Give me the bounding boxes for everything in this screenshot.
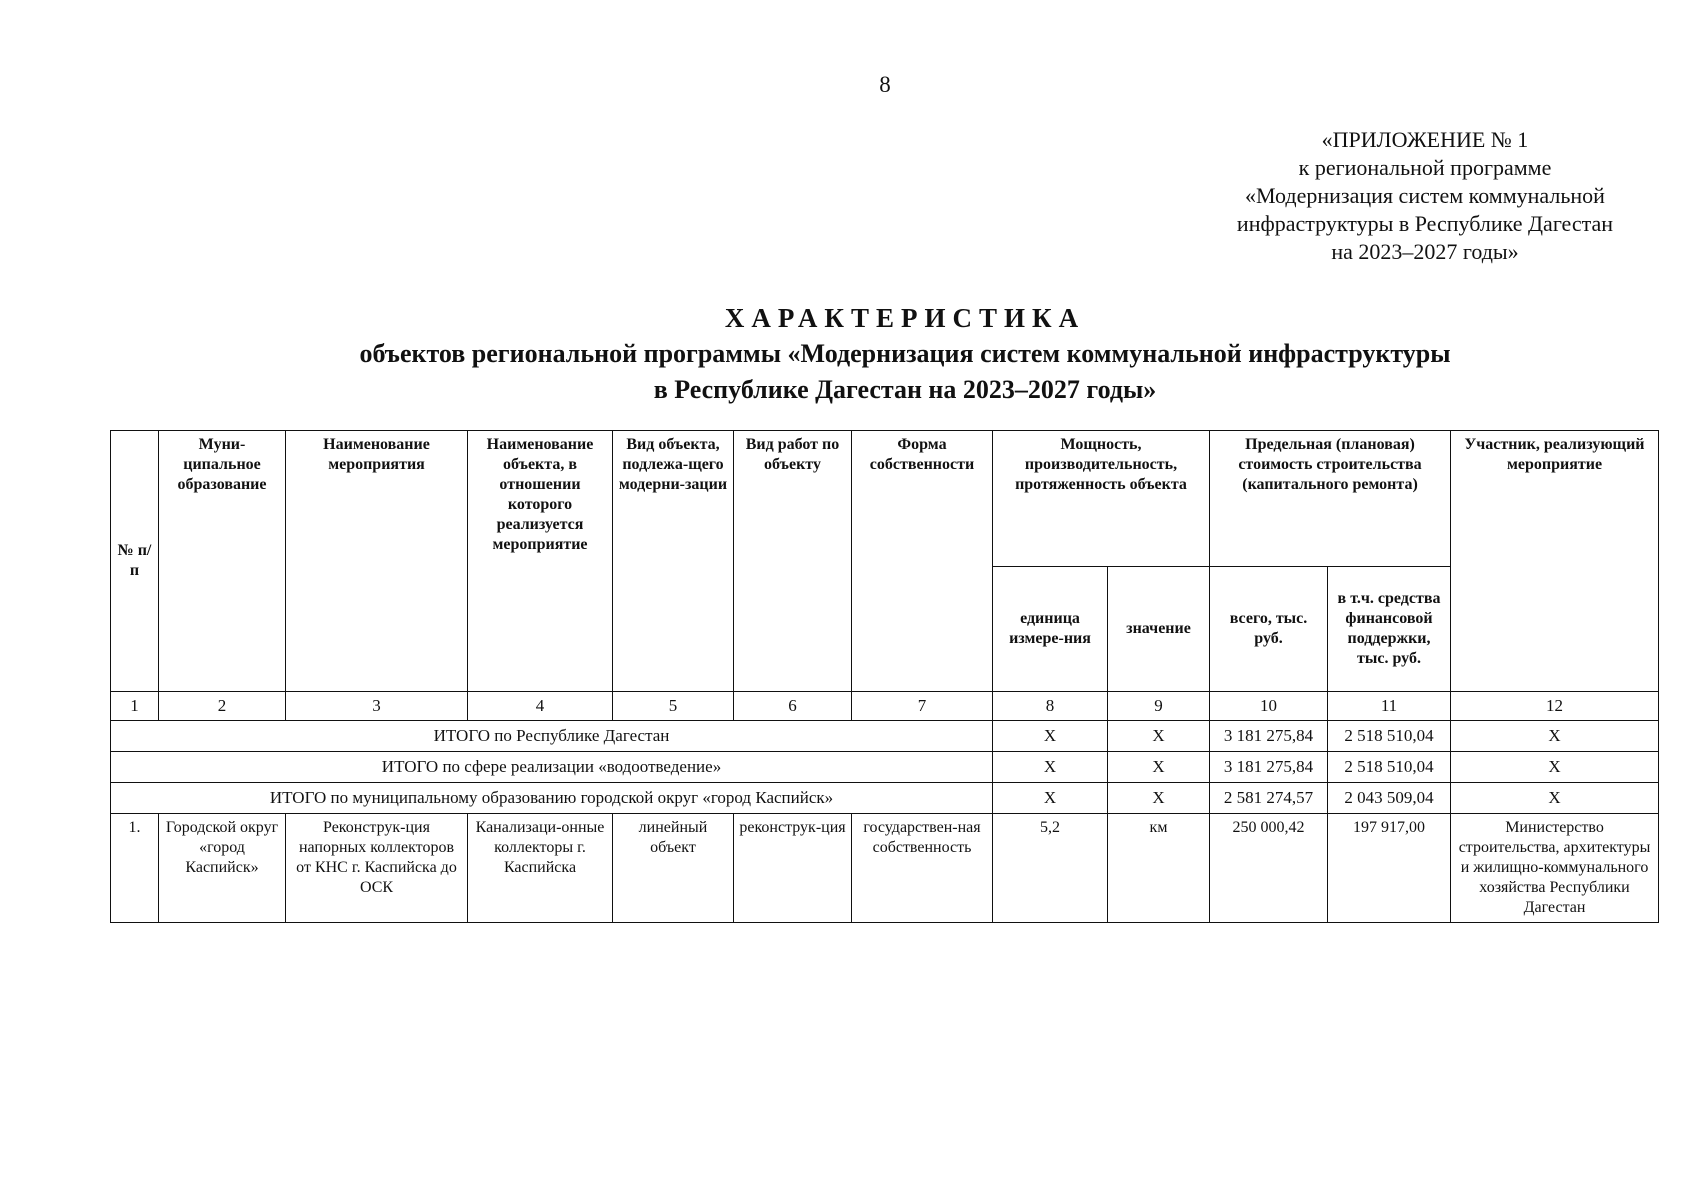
total-label: ИТОГО по сфере реализации «водоотведение» bbox=[111, 752, 993, 783]
header-unit: единица измере-ния bbox=[993, 567, 1108, 692]
appendix-line: к региональной программе bbox=[1298, 155, 1552, 180]
title-line: в Республике Дагестан на 2023–2027 годы» bbox=[653, 375, 1157, 404]
row-municipality: Городской округ «город Каспийск» bbox=[159, 814, 286, 923]
header-event: Наименование мероприятия bbox=[286, 431, 468, 692]
header-participant: Участник, реализующий мероприятие bbox=[1451, 431, 1659, 692]
appendix-line: на 2023–2027 годы» bbox=[1331, 239, 1519, 264]
total-unit: X bbox=[993, 752, 1108, 783]
appendix-line: «ПРИЛОЖЕНИЕ № 1 bbox=[1321, 127, 1529, 152]
column-number: 3 bbox=[286, 692, 468, 721]
column-number: 7 bbox=[852, 692, 993, 721]
document-title bbox=[100, 300, 1708, 408]
column-number: 9 bbox=[1108, 692, 1210, 721]
column-number: 11 bbox=[1328, 692, 1451, 721]
appendix-line: инфраструктуры в Республике Дагестан bbox=[1236, 211, 1614, 236]
header-object: Наименование объекта, в отношении которого реализуется мероприятие bbox=[468, 431, 613, 692]
characteristics-table bbox=[110, 430, 1659, 923]
total-row bbox=[111, 752, 1659, 783]
total-unit: X bbox=[993, 721, 1108, 752]
header-value: значение bbox=[1108, 567, 1210, 692]
total-support: 2 518 510,04 bbox=[1328, 721, 1451, 752]
total-support: 2 518 510,04 bbox=[1328, 752, 1451, 783]
header-object-type: Вид объекта, подлежа-щего модерни-зации bbox=[613, 431, 734, 692]
header-support-cost: в т.ч. средства финансовой поддержки, тыс. руб. bbox=[1328, 567, 1451, 692]
row-object-type: линейный объект bbox=[613, 814, 734, 923]
column-number: 5 bbox=[613, 692, 734, 721]
table-row bbox=[111, 814, 1659, 923]
column-number: 6 bbox=[734, 692, 852, 721]
total-cost: 3 181 275,84 bbox=[1210, 752, 1328, 783]
total-value: X bbox=[1108, 783, 1210, 814]
header-cost-group: Предельная (плановая) стоимость строительства (капитального ремонта) bbox=[1210, 431, 1451, 567]
title-main: ХАРАКТЕРИСТИКА bbox=[724, 303, 1086, 333]
row-total-cost: 250 000,42 bbox=[1210, 814, 1328, 923]
total-participant: X bbox=[1451, 721, 1659, 752]
total-label: ИТОГО по муниципальному образованию городской округ «город Каспийск» bbox=[111, 783, 993, 814]
total-row bbox=[111, 783, 1659, 814]
row-object: Канализаци-онные коллекторы г. Каспийска bbox=[468, 814, 613, 923]
header-work-type: Вид работ по объекту bbox=[734, 431, 852, 692]
total-participant: X bbox=[1451, 752, 1659, 783]
total-row bbox=[111, 721, 1659, 752]
column-number: 8 bbox=[993, 692, 1108, 721]
total-cost: 2 581 274,57 bbox=[1210, 783, 1328, 814]
row-participant: Министерство строительства, архитектуры и жилищно-коммунального хозяйства Республики Дагестан bbox=[1451, 814, 1659, 923]
header-num: № п/п bbox=[111, 431, 159, 692]
total-label: ИТОГО по Республике Дагестан bbox=[111, 721, 993, 752]
column-number: 12 bbox=[1451, 692, 1659, 721]
column-number: 4 bbox=[468, 692, 613, 721]
header-total-cost: всего, тыс. руб. bbox=[1210, 567, 1328, 692]
column-numbers-row bbox=[111, 692, 1659, 721]
row-event: Реконструк-ция напорных коллекторов от КНС г. Каспийска до ОСК bbox=[286, 814, 468, 923]
page-number: 8 bbox=[879, 72, 891, 97]
appendix-line: «Модернизация систем коммунальной bbox=[1245, 183, 1605, 208]
row-num: 1. bbox=[111, 814, 159, 923]
header-ownership: Форма собственности bbox=[852, 431, 993, 692]
row-support-cost: 197 917,00 bbox=[1328, 814, 1451, 923]
total-unit: X bbox=[993, 783, 1108, 814]
total-support: 2 043 509,04 bbox=[1328, 783, 1451, 814]
total-cost: 3 181 275,84 bbox=[1210, 721, 1328, 752]
row-unit: 5,2 bbox=[993, 814, 1108, 923]
title-line: объектов региональной программы «Модернизация систем коммунальной инфраструктуры bbox=[359, 339, 1451, 368]
header-capacity-group: Мощность, производительность, протяженность объекта bbox=[993, 431, 1210, 567]
total-value: X bbox=[1108, 752, 1210, 783]
column-number: 10 bbox=[1210, 692, 1328, 721]
row-value: км bbox=[1108, 814, 1210, 923]
total-value: X bbox=[1108, 721, 1210, 752]
column-number: 1 bbox=[111, 692, 159, 721]
appendix-note bbox=[1190, 126, 1660, 266]
column-number: 2 bbox=[159, 692, 286, 721]
header-municipality: Муни-ципальное образование bbox=[159, 431, 286, 692]
row-work-type: реконструк-ция bbox=[734, 814, 852, 923]
row-ownership: государствен-ная собственность bbox=[852, 814, 993, 923]
total-participant: X bbox=[1451, 783, 1659, 814]
